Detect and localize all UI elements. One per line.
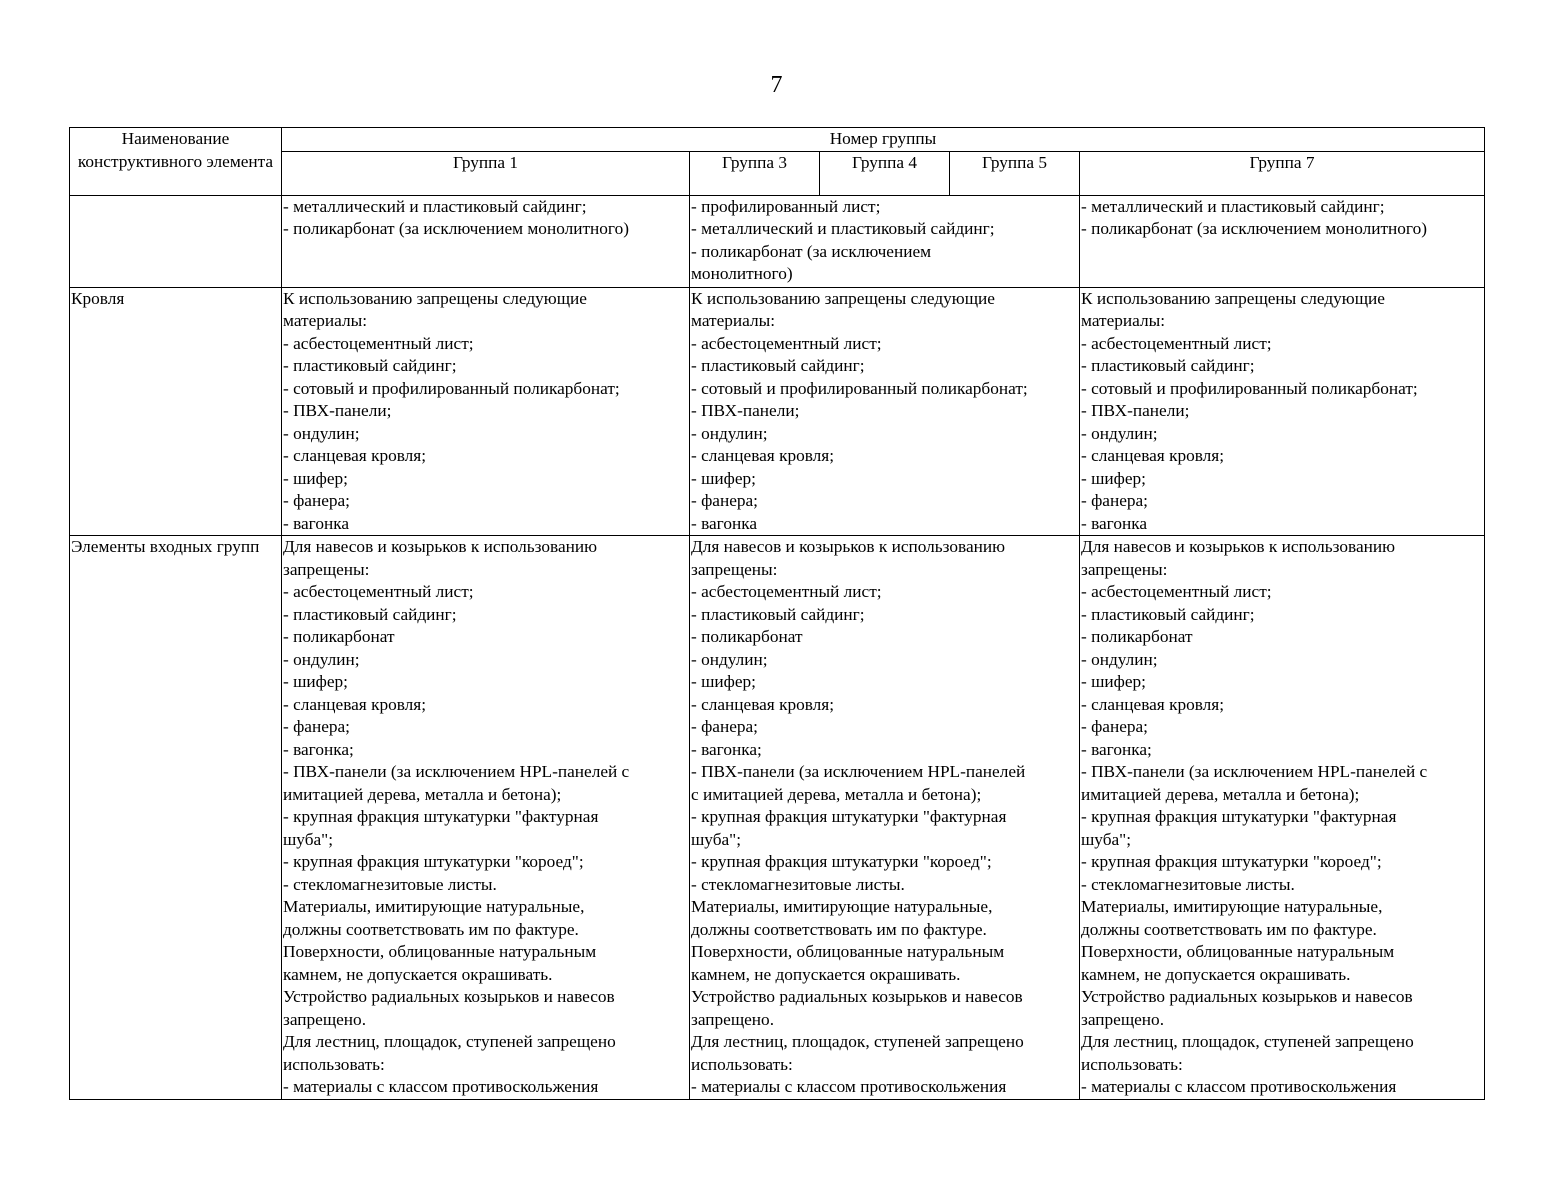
header-row-top [70,128,1485,152]
cell-line: Устройство радиальных козырьков и навесов [283,987,615,1006]
cell-line: запрещено. [691,1009,775,1029]
cell-line: - пластиковый сайдинг; [691,356,865,375]
cell-line: - пластиковый сайдинг; [283,356,457,375]
cell-line: - крупная фракция штукатурки "фактурная [691,807,1007,826]
cell-line: должны соответствовать им по фактуре. [283,919,579,939]
cell-line: - вагонка; [1081,739,1152,759]
cell-line: - вагонка; [283,739,354,759]
cell-line: Устройство радиальных козырьков и навесов [691,987,1023,1006]
cell-group-1 [282,536,690,1100]
header-group-5: Группа 5 [950,151,1080,195]
cell-line: - фанера; [1081,717,1148,736]
cell-line: монолитного) [691,264,793,283]
cell-line: - крупная фракция штукатурки "короед"; [1081,852,1382,871]
cell-line: материалы: [1081,311,1166,330]
cell-line: - сотовый и профилированный поликарбонат; [283,378,620,398]
cell-line: - сланцевая кровля; [283,694,427,714]
cell-groups-3-5 [690,287,1080,536]
cell-line: - асбестоцементный лист; [1081,582,1272,601]
cell-line: использовать: [1081,1054,1183,1074]
cell-line: - поликарбонат (за исключением монолитного) [283,219,629,238]
cell-line: - асбестоцементный лист; [691,333,882,353]
cell-line: К использованию запрещены следующие [691,288,995,308]
cell-line: - поликарбонат (за исключением [691,241,932,261]
cell-line: - вагонка [691,513,758,533]
cell-line: - шифер; [1081,468,1146,488]
cell-line: запрещено. [1081,1009,1165,1029]
cell-line: запрещены: [691,559,778,579]
cell-line: - фанера; [283,491,350,510]
cell-line: Устройство радиальных козырьков и навесов [1081,987,1413,1006]
cell-line: - пластиковый сайдинг; [283,604,457,624]
table-row [70,536,1485,1100]
cell-line: Для лестниц, площадок, ступеней запрещено [1081,1032,1414,1051]
cell-line: - поликарбонат [283,627,395,646]
cell-group-1 [282,195,690,287]
cell-line: - асбестоцементный лист; [691,582,882,601]
cell-line: - сланцевая кровля; [691,694,835,714]
cell-line: - металлический и пластиковый сайдинг; [283,196,587,216]
cell-line: - ПВХ-панели (за исключением HPL-панелей с [283,762,630,781]
row-name: Кровля [70,287,282,536]
cell-line: - шифер; [283,672,348,691]
cell-line: должны соответствовать им по фактуре. [691,919,987,939]
cell-line: - поликарбонат [691,627,803,646]
cell-line: - металлический и пластиковый сайдинг; [691,219,995,238]
cell-line: - крупная фракция штукатурки "фактурная [1081,807,1397,826]
cell-line: - материалы с классом противоскольжения [691,1077,1007,1096]
cell-line: запрещены: [283,559,370,579]
cell-line: - пластиковый сайдинг; [1081,604,1255,624]
cell-line: камнем, не допускается окрашивать. [1081,964,1351,984]
requirements-table [69,127,1485,1100]
cell-line: - фанера; [691,717,758,736]
cell-line: - ондулин; [283,649,360,669]
page-number: 7 [770,72,783,98]
cell-line: - вагонка [1081,513,1148,533]
cell-line: материалы: [283,311,368,330]
cell-line: - фанера; [1081,491,1148,510]
cell-line: - сланцевая кровля; [283,446,427,465]
cell-line: - крупная фракция штукатурки "фактурная [283,807,599,826]
cell-line: - ПВХ-панели; [691,401,800,420]
cell-line: - пластиковый сайдинг; [691,604,865,624]
cell-line: использовать: [691,1054,793,1074]
cell-line: Поверхности, облицованные натуральным [691,942,1005,961]
row-name: Элементы входных групп [70,536,282,1100]
cell-line: - ПВХ-панели (за исключением HPL-панелей [691,762,1026,781]
cell-line: К использованию запрещены следующие [1081,288,1385,308]
cell-line: использовать: [283,1054,385,1074]
cell-line: - асбестоцементный лист; [283,582,474,601]
cell-line: - материалы с классом противоскольжения [1081,1077,1397,1096]
cell-group-7 [1080,536,1485,1100]
cell-line: - стекломагнезитовые листы. [283,874,497,894]
cell-group-7 [1080,287,1485,536]
cell-line: - асбестоцементный лист; [283,333,474,353]
cell-line: - сотовый и профилированный поликарбонат; [1081,378,1418,398]
cell-line: имитацией дерева, металла и бетона); [283,784,562,804]
cell-line: - сланцевая кровля; [1081,446,1225,465]
cell-line: - ондулин; [691,649,768,669]
cell-line: материалы: [691,311,776,330]
cell-line: - ПВХ-панели; [283,401,392,420]
cell-line: камнем, не допускается окрашивать. [283,964,553,984]
cell-groups-3-5 [690,536,1080,1100]
header-group-1: Группа 1 [282,151,690,195]
cell-line: Для навесов и козырьков к использованию [691,537,1006,556]
cell-line: шуба"; [1081,829,1132,849]
cell-line: - ондулин; [1081,649,1158,669]
table-row [70,287,1485,536]
cell-line: Материалы, имитирующие натуральные, [691,897,993,916]
header-group-3: Группа 3 [690,151,820,195]
header-element-name: Наименование конструктивного элемента [70,128,282,196]
cell-line: - поликарбонат (за исключением монолитного) [1081,219,1427,238]
cell-line: - материалы с классом противоскольжения [283,1077,599,1096]
cell-line: - ондулин; [691,423,768,443]
cell-line: Для лестниц, площадок, ступеней запрещено [691,1032,1024,1051]
cell-line: - пластиковый сайдинг; [1081,356,1255,375]
cell-line: Поверхности, облицованные натуральным [283,942,597,961]
cell-line: - ПВХ-панели (за исключением HPL-панелей с [1081,762,1428,781]
cell-line: К использованию запрещены следующие [283,288,587,308]
cell-line: - крупная фракция штукатурки "короед"; [283,852,584,871]
header-group-7: Группа 7 [1080,151,1485,195]
cell-line: с имитацией дерева, металла и бетона); [691,784,982,804]
table-row [70,195,1485,287]
cell-line: - шифер; [1081,672,1146,691]
cell-line: Для навесов и козырьков к использованию [1081,537,1396,556]
cell-line: - крупная фракция штукатурки "короед"; [691,852,992,871]
cell-line: - сланцевая кровля; [691,446,835,465]
cell-line: - ондулин; [283,423,360,443]
cell-line: - ПВХ-панели; [1081,401,1190,420]
cell-group-1 [282,287,690,536]
cell-line: должны соответствовать им по фактуре. [1081,919,1377,939]
cell-line: - поликарбонат [1081,627,1193,646]
cell-line: Поверхности, облицованные натуральным [1081,942,1395,961]
cell-line: запрещено. [283,1009,367,1029]
cell-line: Для лестниц, площадок, ступеней запрещено [283,1032,616,1051]
header-group-number: Номер группы [282,128,1485,152]
cell-line: - сланцевая кровля; [1081,694,1225,714]
cell-groups-3-5 [690,195,1080,287]
cell-line: - ондулин; [1081,423,1158,443]
cell-line: Материалы, имитирующие натуральные, [283,897,585,916]
header-group-4: Группа 4 [820,151,950,195]
cell-line: - металлический и пластиковый сайдинг; [1081,196,1385,216]
cell-group-7 [1080,195,1485,287]
cell-line: - стекломагнезитовые листы. [1081,874,1295,894]
cell-line: Материалы, имитирующие натуральные, [1081,897,1383,916]
cell-line: - вагонка [283,513,350,533]
cell-line: камнем, не допускается окрашивать. [691,964,961,984]
cell-line: Для навесов и козырьков к использованию [283,537,598,556]
cell-line: - сотовый и профилированный поликарбонат; [691,378,1028,398]
cell-line: запрещены: [1081,559,1168,579]
header-row-groups [70,151,1485,195]
cell-line: - вагонка; [691,739,762,759]
cell-line: - профилированный лист; [691,196,881,216]
cell-line: - стекломагнезитовые листы. [691,874,905,894]
cell-line: - шифер; [283,468,348,488]
row-name [70,195,282,287]
cell-line: - асбестоцементный лист; [1081,333,1272,353]
cell-line: - фанера; [691,491,758,510]
cell-line: шуба"; [691,829,742,849]
cell-line: шуба"; [283,829,334,849]
cell-line: - фанера; [283,717,350,736]
cell-line: имитацией дерева, металла и бетона); [1081,784,1360,804]
cell-line: - шифер; [691,672,756,691]
cell-line: - шифер; [691,468,756,488]
